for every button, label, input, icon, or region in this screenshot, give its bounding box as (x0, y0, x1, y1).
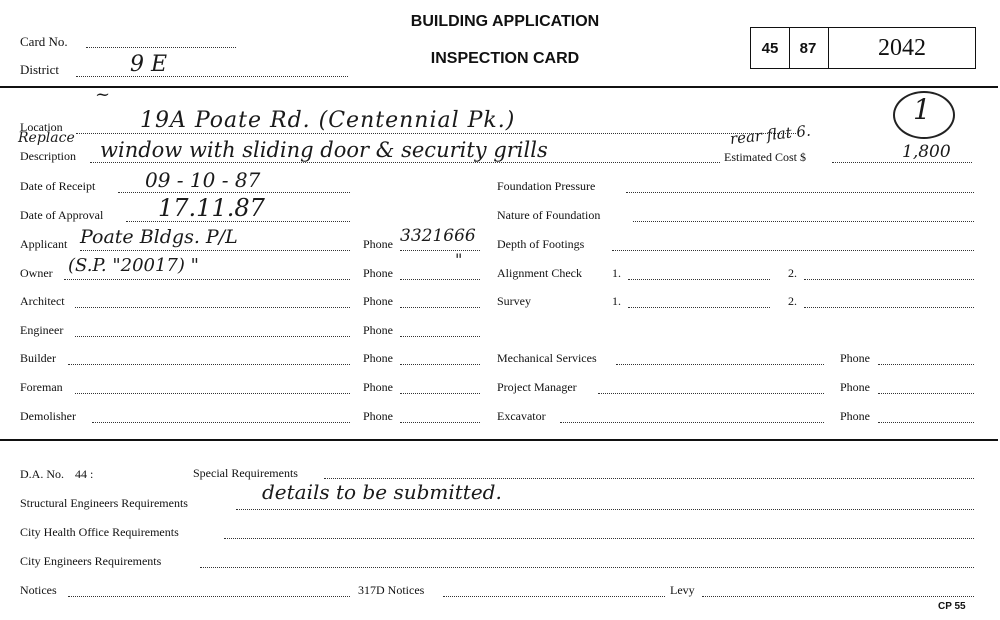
description-value: window with sliding door & security grills (100, 138, 548, 162)
city-engineers-line (200, 567, 974, 568)
section-divider (0, 439, 998, 441)
survey-line-1 (628, 307, 770, 308)
location-mark: ~ (95, 84, 111, 105)
owner-label: Owner (20, 266, 53, 280)
alignment-check-label: Alignment Check (497, 266, 582, 280)
card-box-2: 87 (788, 27, 829, 69)
applicant-phone-value: 3321666 (400, 226, 476, 246)
card-box-1: 45 (750, 27, 790, 69)
special-req-label: Special Requirements (193, 466, 298, 480)
card-no-label: Card No. (20, 34, 68, 49)
excavator-phone-label: Phone (840, 409, 870, 423)
excavator-line (560, 422, 824, 423)
demolisher-label: Demolisher (20, 409, 76, 423)
demolisher-phone-label: Phone (363, 409, 393, 423)
structural-label: Structural Engineers Requirements (20, 496, 188, 510)
description-prefix: Replace (18, 130, 75, 146)
owner-phone-value: " (455, 250, 463, 269)
engineer-line (75, 336, 350, 337)
card-number-box: 2042 (829, 27, 976, 69)
project-manager-label: Project Manager (497, 380, 577, 394)
excavator-phone-line (878, 422, 974, 423)
date-receipt-line (118, 192, 350, 193)
card-no-line (86, 47, 236, 48)
project-manager-phone-label: Phone (840, 380, 870, 394)
estimated-cost-line (832, 162, 972, 163)
foreman-label: Foreman (20, 380, 63, 394)
project-manager-line (598, 393, 824, 394)
location-value: 19A Poate Rd. (Centennial Pk.) (140, 108, 516, 133)
location-label: Location (20, 120, 63, 134)
date-receipt-value: 09 - 10 - 87 (145, 168, 261, 192)
owner-phone-label: Phone (363, 266, 393, 280)
survey-num-2: 2. (788, 294, 797, 308)
engineer-label: Engineer (20, 323, 64, 337)
circle-mark-text: 1 (913, 93, 931, 126)
applicant-label: Applicant (20, 237, 68, 251)
district-value: 9 E (130, 52, 168, 77)
special-req-line (324, 478, 974, 479)
structural-value: details to be submitted. (262, 480, 502, 504)
foundation-pressure-line (626, 192, 974, 193)
description-label: Description (20, 149, 76, 163)
project-manager-phone-line (878, 393, 974, 394)
estimated-cost-value: 1,800 (902, 142, 951, 162)
demolisher-line (92, 422, 350, 423)
alignment-num-2: 2. (788, 266, 797, 280)
notices-line (68, 596, 350, 597)
location-line (76, 133, 796, 134)
date-receipt-label: Date of Receipt (20, 179, 96, 193)
structural-line (236, 509, 974, 510)
date-approval-label: Date of Approval (20, 208, 104, 222)
city-health-line (224, 538, 974, 539)
alignment-line-2 (804, 279, 974, 280)
description-line (90, 162, 720, 163)
city-health-label: City Health Office Requirements (20, 525, 179, 539)
demolisher-phone-line (400, 422, 480, 423)
foreman-line (75, 393, 350, 394)
applicant-phone-line (400, 250, 480, 251)
owner-phone-line (400, 279, 480, 280)
nature-foundation-line (633, 221, 974, 222)
mechanical-line (616, 364, 824, 365)
levy-line (702, 596, 974, 597)
title-line-1: BUILDING APPLICATION (410, 13, 600, 30)
owner-value: (S.P. "20017) " (68, 255, 199, 276)
architect-line (75, 307, 350, 308)
levy-label: Levy (670, 583, 695, 597)
alignment-num-1: 1. (612, 266, 621, 280)
mechanical-phone-line (878, 364, 974, 365)
owner-line (64, 279, 350, 280)
district-line (76, 76, 348, 77)
applicant-phone-label: Phone (363, 237, 393, 251)
mechanical-phone-label: Phone (840, 351, 870, 365)
title-line-2: INSPECTION CARD (430, 50, 580, 67)
foreman-phone-line (400, 393, 480, 394)
alignment-line-1 (628, 279, 770, 280)
da-no-value: 44 : (75, 467, 94, 481)
engineer-phone-line (400, 336, 480, 337)
builder-line (68, 364, 350, 365)
header-divider (0, 86, 998, 88)
description-extra: rear flat 6. (729, 121, 812, 148)
mechanical-label: Mechanical Services (497, 351, 597, 365)
depth-footings-label: Depth of Footings (497, 237, 585, 251)
applicant-value: Poate Bldgs. P/L (80, 226, 238, 248)
applicant-line (80, 250, 350, 251)
excavator-label: Excavator (497, 409, 546, 423)
architect-phone-label: Phone (363, 294, 393, 308)
estimated-cost-label: Estimated Cost $ (724, 150, 806, 164)
form-code: CP 55 (938, 601, 966, 612)
district-label: District (20, 62, 59, 77)
foreman-phone-label: Phone (363, 380, 393, 394)
builder-label: Builder (20, 351, 56, 365)
foundation-pressure-label: Foundation Pressure (497, 179, 596, 193)
date-approval-value: 17.11.87 (158, 194, 265, 222)
notices-317d-label: 317D Notices (358, 583, 425, 597)
notices-317d-line (443, 596, 665, 597)
depth-footings-line (612, 250, 974, 251)
notices-label: Notices (20, 583, 57, 597)
architect-phone-line (400, 307, 480, 308)
engineer-phone-label: Phone (363, 323, 393, 337)
builder-phone-label: Phone (363, 351, 393, 365)
city-engineers-label: City Engineers Requirements (20, 554, 162, 568)
da-no-label: D.A. No. (20, 467, 64, 481)
survey-line-2 (804, 307, 974, 308)
architect-label: Architect (20, 294, 65, 308)
survey-num-1: 1. (612, 294, 621, 308)
nature-foundation-label: Nature of Foundation (497, 208, 601, 222)
survey-label: Survey (497, 294, 531, 308)
builder-phone-line (400, 364, 480, 365)
